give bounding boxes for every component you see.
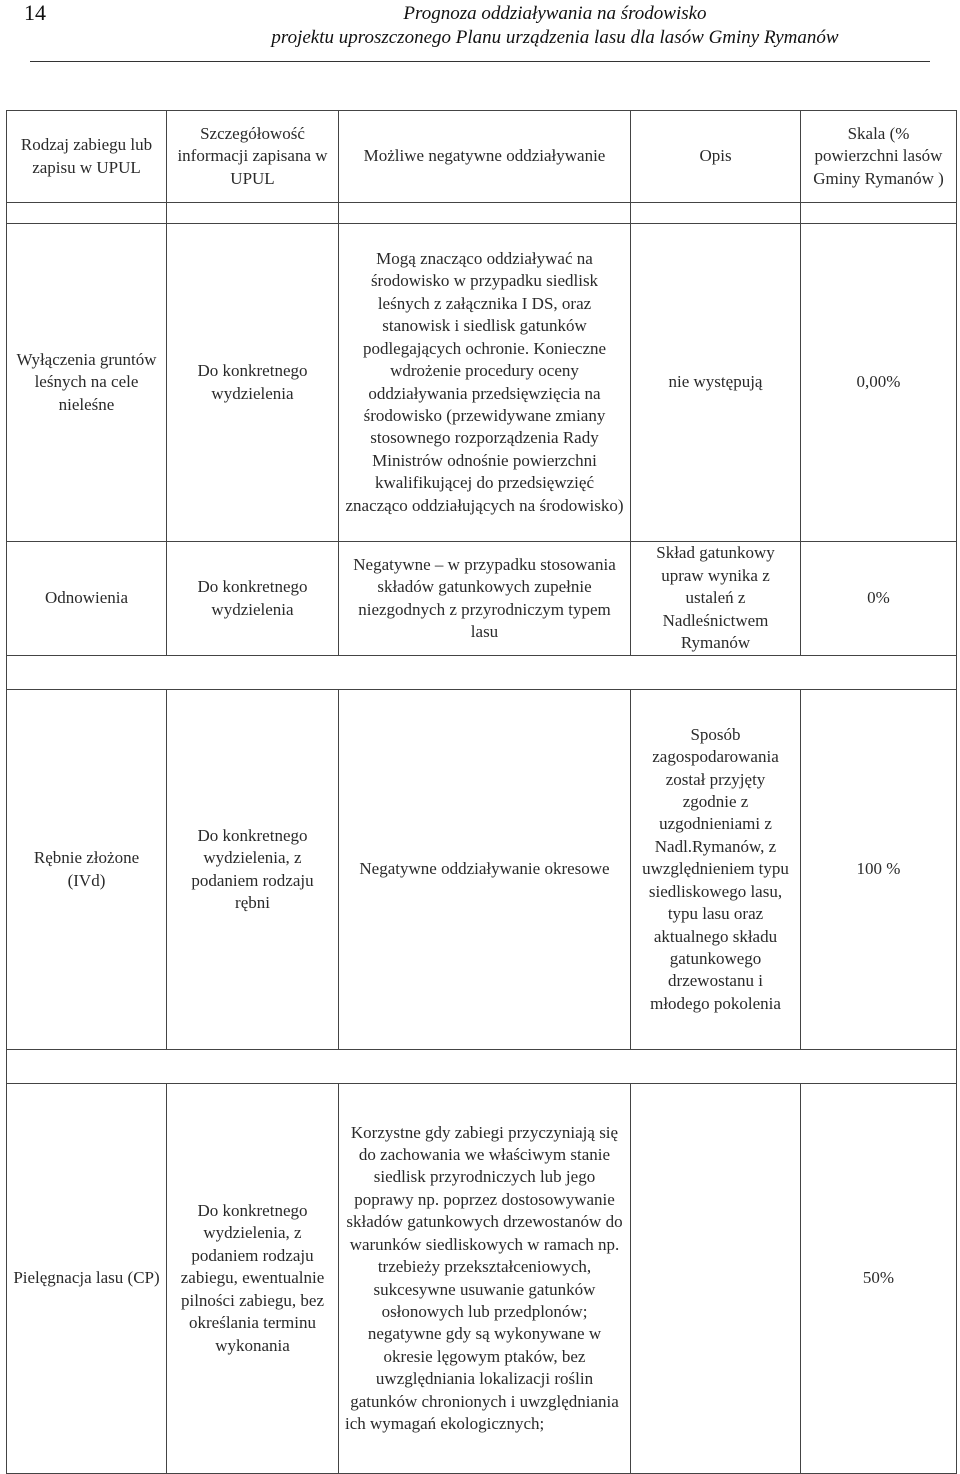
- impact-table: [6, 110, 957, 1474]
- table-header-row: [7, 111, 957, 203]
- row-description: Sposób zagospodarowania został przyjęty zgodnie z uzgodnieniami z Nadl.Rymanów, z uwzględnieniem typu siedliskowego lasu, typu lasu oraz aktualnego składu gatunkowego drzewostanu i młodego pokolenia: [631, 690, 801, 1050]
- header-title: Prognoza oddziaływania na środowisko: [403, 3, 707, 24]
- row-scale: 0,00%: [801, 224, 957, 542]
- row-impact: Negatywne – w przypadku stosowania składów gatunkowych zupełnie niezgodnych z przyrodniczym typem lasu: [339, 542, 631, 656]
- row-type: Odnowienia: [7, 542, 167, 656]
- table-gap-row: [7, 656, 957, 690]
- row-type: Wyłączenia gruntów leśnych na cele nieleśne: [7, 224, 167, 542]
- page-header: [150, 2, 960, 50]
- header-type: Rodzaj zabiegu lub zapisu w UPUL: [7, 111, 167, 203]
- table-row: [7, 690, 957, 1050]
- row-impact: Negatywne oddziaływanie okresowe: [339, 690, 631, 1050]
- header-scale: Skala (% powierzchni lasów Gminy Rymanów ): [801, 111, 957, 203]
- header-detail: Szczegółowość informacji zapisana w UPUL: [167, 111, 339, 203]
- header-subtitle: projektu uproszczonego Planu urządzenia lasu dla lasów Gminy Rymanów: [271, 27, 839, 48]
- table-row: [7, 224, 957, 542]
- header-divider: [30, 61, 930, 62]
- row-detail: Do konkretnego wydzielenia: [167, 542, 339, 656]
- header-impact: Możliwe negatywne oddziaływanie: [339, 111, 631, 203]
- table-spacer-row: [7, 203, 957, 224]
- row-scale: 50%: [801, 1084, 957, 1474]
- row-scale: 0%: [801, 542, 957, 656]
- header-description: Opis: [631, 111, 801, 203]
- table-gap-row: [7, 1050, 957, 1084]
- row-description: [631, 1084, 801, 1474]
- row-description: Skład gatunkowy upraw wynika z ustaleń z Nadleśnictwem Rymanów: [631, 542, 801, 656]
- row-description: nie występują: [631, 224, 801, 542]
- row-type: Pielęgnacja lasu (CP): [7, 1084, 167, 1474]
- page-number: 14: [24, 0, 46, 25]
- row-scale: 100 %: [801, 690, 957, 1050]
- table-row: [7, 1084, 957, 1474]
- row-type: Rębnie złożone (IVd): [7, 690, 167, 1050]
- row-impact: Korzystne gdy zabiegi przyczyniają się do zachowania we właściwym stanie siedlisk przyrodniczych lub jego poprawy np. poprzez dostosowywanie składów gatunkowych drzewostanów do warunków siedliskowych w ramach np. trzebieży przekształceniowych, sukcesywne usuwanie gatunków osłonowych lub przedplonów; negatywne gdy są wykonywane w okresie lęgowym ptaków, bez uwzględniania lokalizacji roślin gatunków chronionych i uwzględniania ich wymagań ekologicznych;: [339, 1084, 631, 1474]
- row-detail: Do konkretnego wydzielenia, z podaniem rodzaju rębni: [167, 690, 339, 1050]
- table-row: [7, 542, 957, 656]
- row-detail: Do konkretnego wydzielenia, z podaniem rodzaju zabiegu, ewentualnie pilności zabiegu, bez określania terminu wykonania: [167, 1084, 339, 1474]
- row-detail: Do konkretnego wydzielenia: [167, 224, 339, 542]
- row-impact: Mogą znacząco oddziaływać na środowisko w przypadku siedlisk leśnych z załącznika I DS, oraz stanowisk i siedlisk gatunków podlegających ochronie. Konieczne wdrożenie procedury oceny oddziaływania przedsięwzięcia na środowisko (przewidywane zmiany stosownego rozporządzenia Rady Ministrów odnośnie powierzchni kwalifikującej do przedsięwzięć znacząco oddziałujących na środowisko): [339, 224, 631, 542]
